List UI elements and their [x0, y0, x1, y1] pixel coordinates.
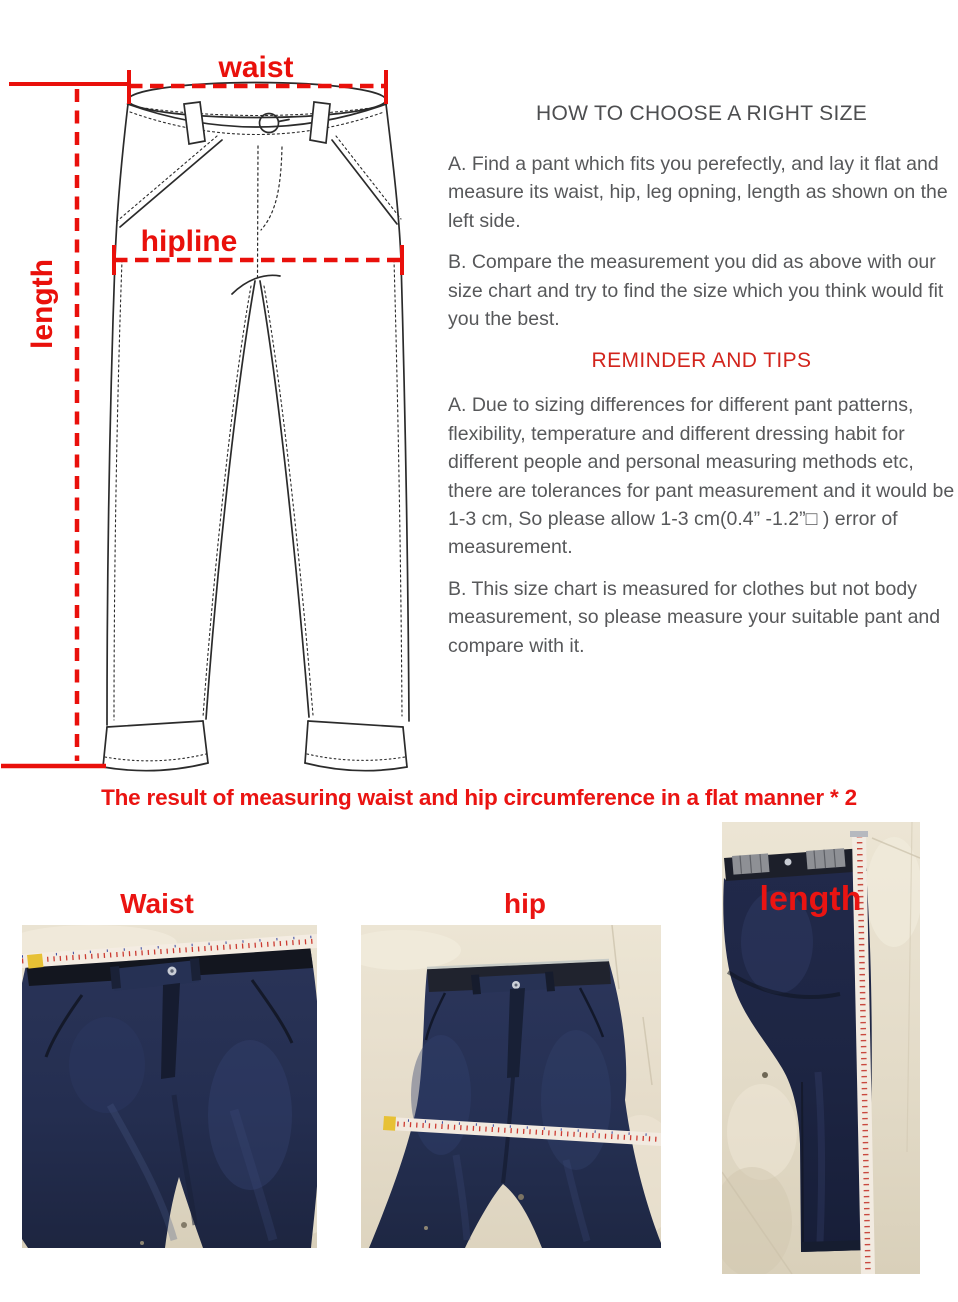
reminder-a-paragraph: A. Due to sizing differences for different pant patterns, flexibility, temperature and different dressing habit for different people and personal measuring methods etc, there are tolerances for pant measurement and it would be 1-3 cm, So please allow 1-3 cm(0.4” -1.2”□ ) error of measurement. — [448, 394, 955, 559]
pants-sketch — [103, 83, 409, 771]
reminder-title: REMINDER AND TIPS — [591, 349, 812, 373]
reminder-b-paragraph: B. This size chart is measured for clothes but not body measurement, so please measure your suitable pant and compare with it. — [448, 577, 941, 657]
button — [785, 859, 792, 866]
measurement-annotation-lines — [1, 70, 402, 766]
waist-measurement-photo — [22, 925, 317, 1248]
size-guide-text — [448, 99, 955, 673]
hip-photo-label: hip — [504, 888, 546, 919]
hipline-measure-label: hipline — [140, 225, 238, 258]
waist-photo-label: Waist — [120, 888, 194, 919]
guide-title: HOW TO CHOOSE A RIGHT SIZE — [535, 102, 868, 125]
measuring-result-banner: The result of measuring waist and hip circumference in a flat manner * 2 — [101, 785, 857, 810]
length-photo-label: length — [759, 880, 862, 918]
length-measure-label: length — [26, 259, 59, 349]
step-b-paragraph: B. Compare the measurement you did as above with our size chart and try to find the size which you think would fit you the best. — [448, 251, 944, 330]
hip-measurement-photo — [361, 925, 661, 1248]
step-a-paragraph: A. Find a pant which fits you perefectly, and lay it flat and measure its waist, hip, leg opning, length as shown on the left side. — [448, 152, 948, 232]
waist-measure-label: waist — [218, 51, 294, 84]
pants-measurement-diagram — [0, 0, 430, 790]
